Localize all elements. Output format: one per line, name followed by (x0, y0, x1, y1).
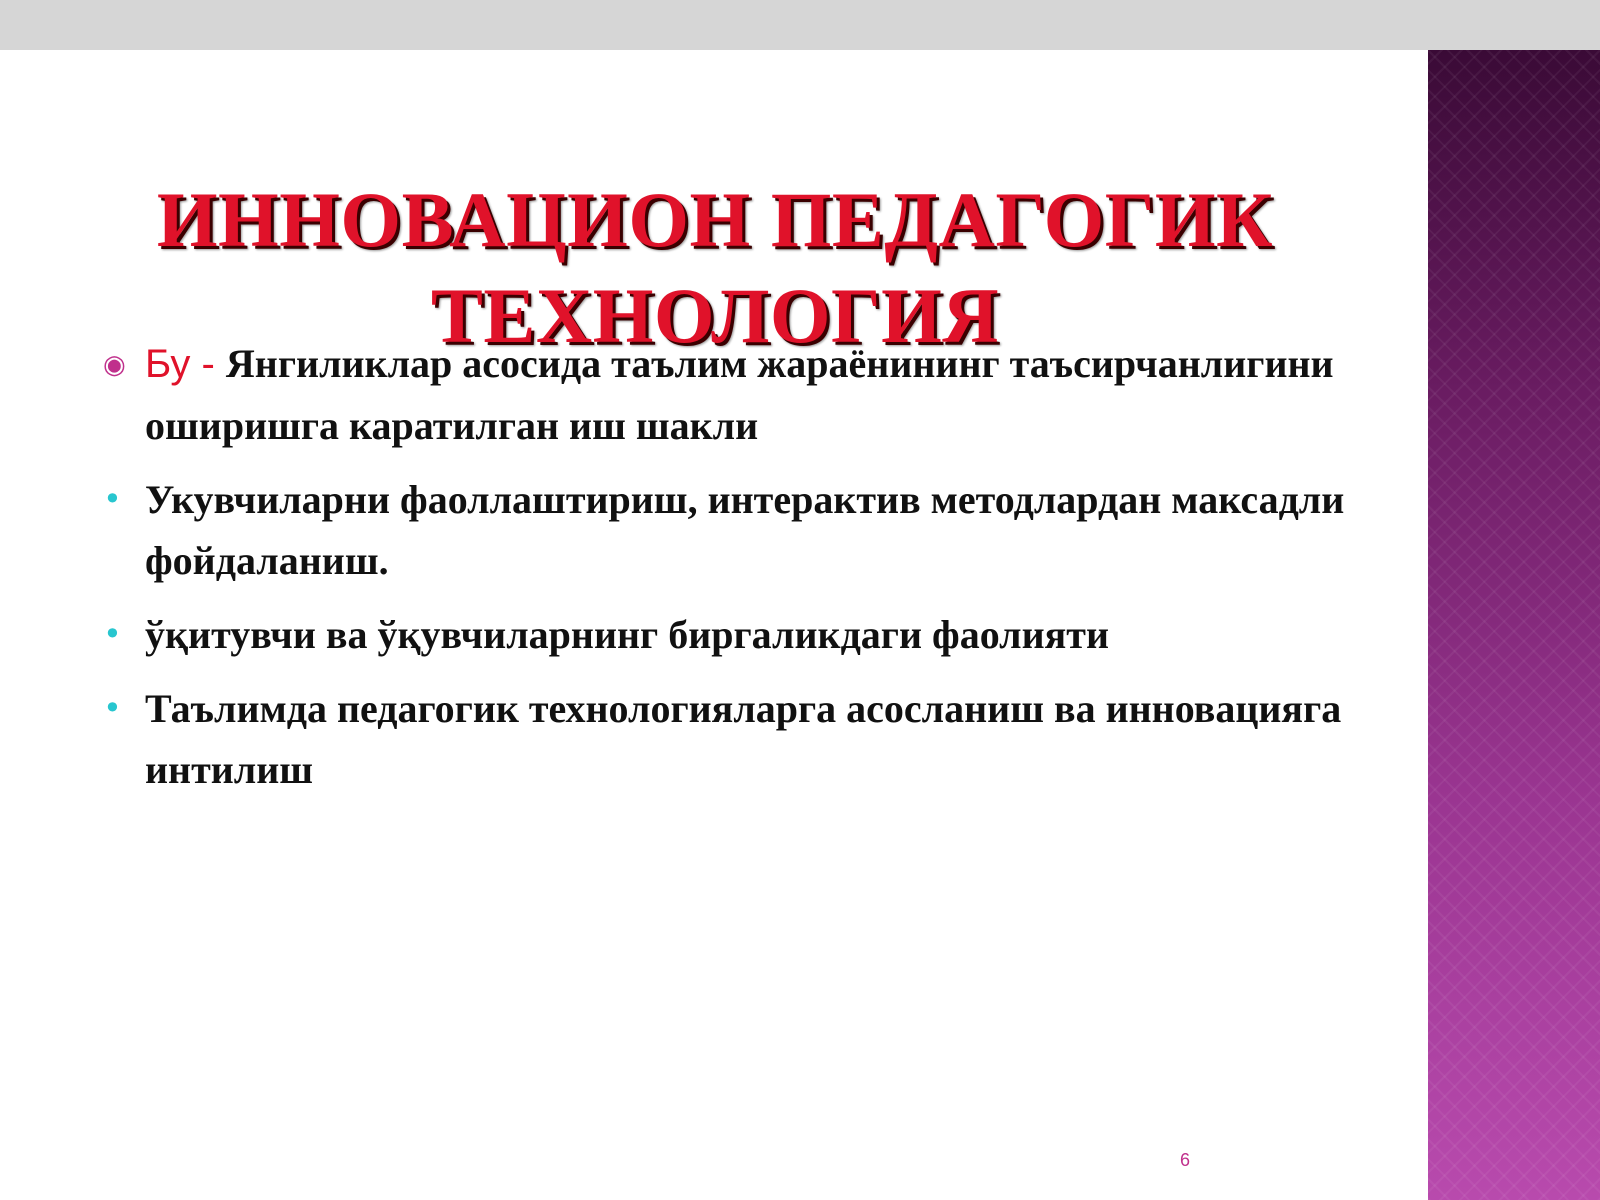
slide (0, 50, 1600, 1200)
dot-bullet-icon: • (103, 689, 122, 727)
slide-side-decoration (1428, 50, 1600, 1200)
viewer-top-bar (0, 0, 1600, 50)
bullet-item (95, 604, 1345, 665)
bullet-text: ўқитувчи ва ўқувчиларнинг биргаликдаги фаолияти (145, 612, 1109, 657)
dot-bullet-icon: • (103, 615, 122, 653)
bullet-item (95, 678, 1345, 800)
bullet-list (95, 333, 1345, 813)
bullet-lead-text: Бу - (145, 342, 226, 386)
bullet-text: Укувчиларни фаоллаштириш, интерактив методлардан максадли фойдаланиш. (145, 477, 1345, 583)
slide-title-line-2: ТЕХНОЛОГИЯ (430, 272, 1000, 360)
slide-page-number: 6 (1180, 1150, 1191, 1170)
slide-title-line-1: ИННОВАЦИОН ПЕДАГОГИК (156, 176, 1274, 264)
dot-bullet-icon: • (103, 480, 122, 518)
bullet-text: Таълимда педагогик технологияларга асосланиш ва инновацияга интилиш (145, 686, 1342, 792)
bullet-item (95, 469, 1345, 591)
bullet-text: Янгиликлар асосида таълим жараёнининг таъсирчанлигини оширишга каратилган иш шакли (145, 341, 1334, 448)
circle-bullet-icon: ◉ (103, 350, 126, 380)
bullet-item (95, 333, 1345, 456)
